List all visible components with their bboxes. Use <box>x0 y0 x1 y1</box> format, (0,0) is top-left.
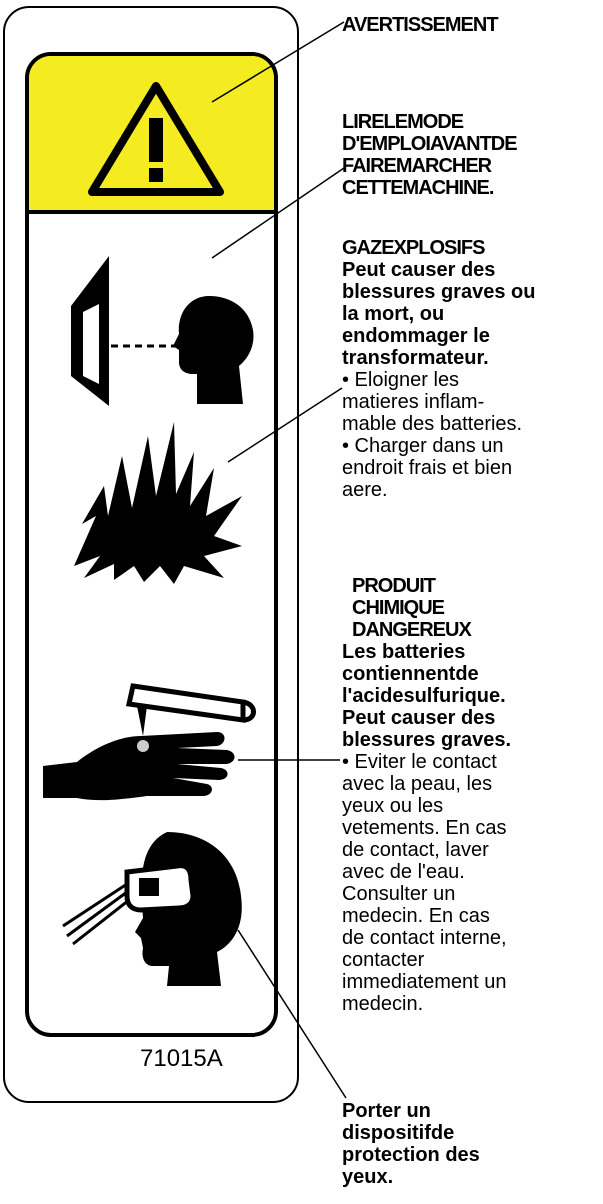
chemical-instructions: • Eviter le contact avec la peau, les yeux ou les vetements. En cas de contact, laver avec de l'eau. Consulter un medecin. En cas de contact interne, contacter immediatement un medecin. <box>342 751 507 1015</box>
explosive-gas-heading: GAZEXPLOSIFS <box>342 237 485 259</box>
part-number: 71015A <box>140 1045 223 1072</box>
eye-protection-instruction: Porter un dispositifde protection des yeux. <box>342 1100 480 1188</box>
warning-title: AVERTISSEMENT <box>342 14 498 36</box>
explosive-gas-hazard: Peut causer des blessures graves ou la mort, ou endommager le transformateur. <box>342 259 536 369</box>
chemical-heading: PRODUIT CHIMIQUE DANGEREUX <box>352 575 471 641</box>
leader-line-manual <box>212 168 344 258</box>
chemical-hazard: Les batteries contiennentde l'acidesulfurique. Peut causer des blessures graves. <box>342 641 511 751</box>
leader-line-goggles <box>238 930 346 1098</box>
manual-instruction: LIRELEMODE D'EMPLOIAVANTDE FAIREMARCHER CETTEMACHINE. <box>342 111 517 199</box>
explosive-gas-instructions: • Eloigner les matieres inflam- mable des batteries. • Charger dans un endroit frais et bien aere. <box>342 369 523 501</box>
leader-line-warning <box>212 22 344 102</box>
leader-line-explosion <box>228 388 342 462</box>
